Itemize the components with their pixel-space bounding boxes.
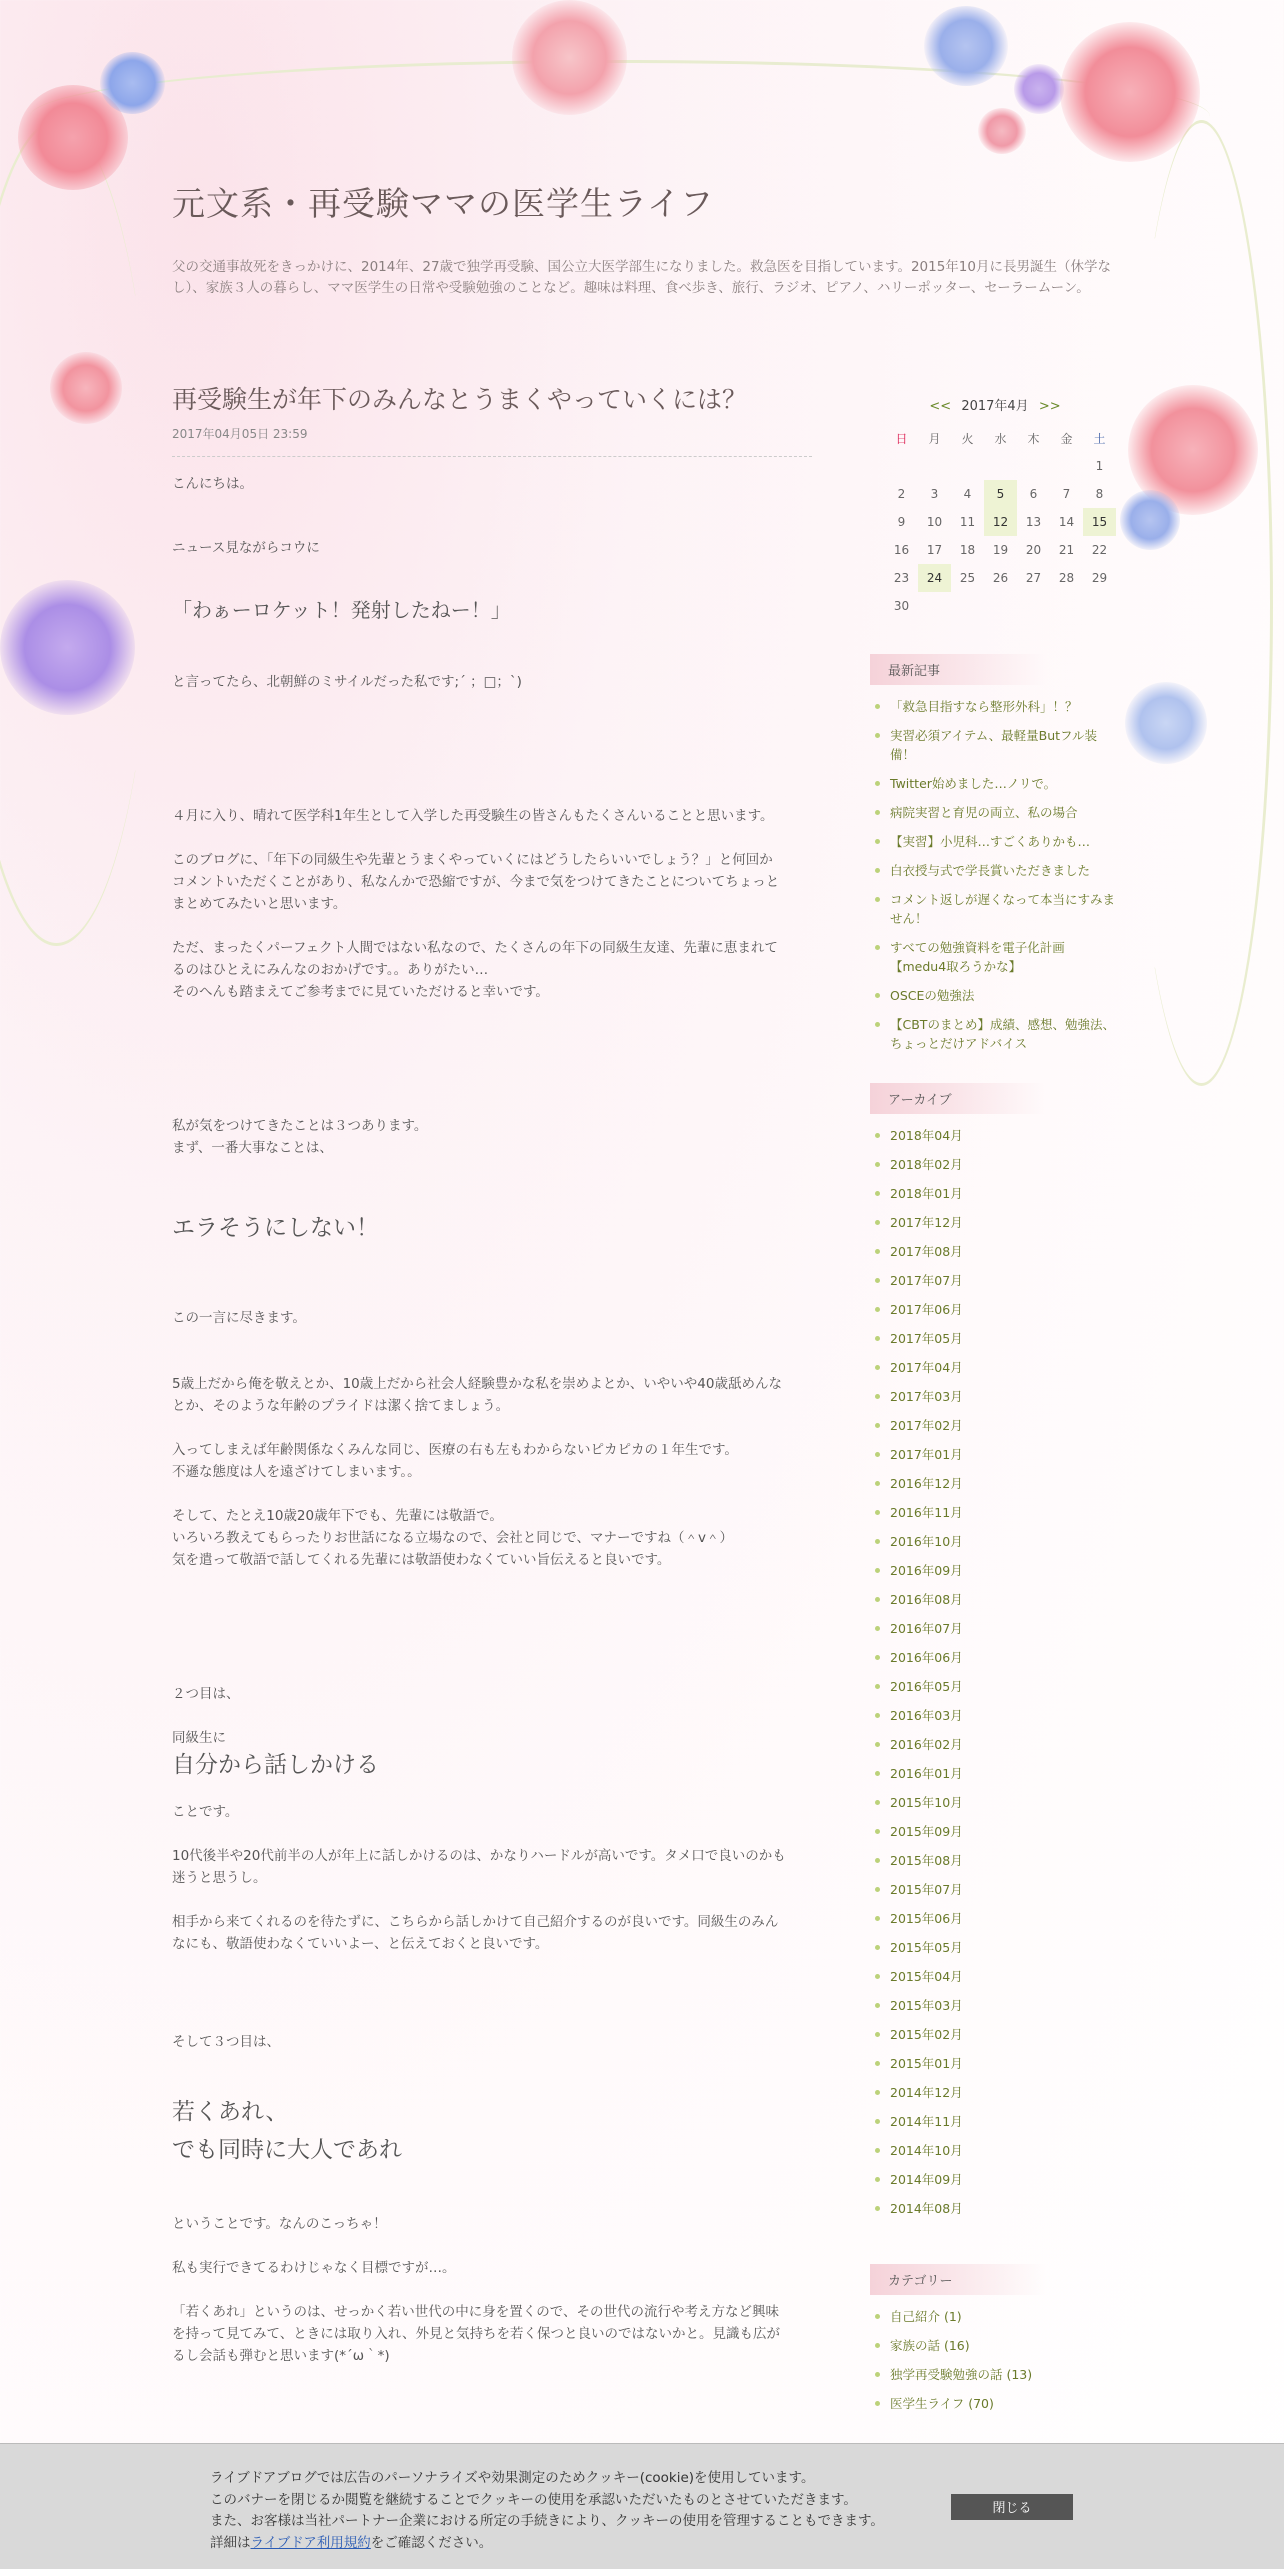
calendar-week xyxy=(885,564,1116,592)
calendar-day xyxy=(1017,452,1050,480)
calendar-day: 10 xyxy=(926,515,943,529)
calendar-day: 19 xyxy=(992,543,1009,557)
calendar-day: 18 xyxy=(959,543,976,557)
calendar-day: 7 xyxy=(1062,487,1071,501)
archive-link[interactable]: 2016年07月 xyxy=(870,1619,1120,1638)
post-paragraph: コメントいただくことがあり、私なんかで恐縮ですが、今まで気をつけてきたことについてちょっと xyxy=(172,874,780,890)
archive-link[interactable]: 2016年12月 xyxy=(870,1474,1120,1493)
archive-link[interactable]: 2014年09月 xyxy=(870,2170,1120,2189)
calendar-day: 9 xyxy=(897,515,906,529)
calendar-day: 21 xyxy=(1058,543,1075,557)
calendar-day: 13 xyxy=(1025,515,1042,529)
archive-link[interactable]: 2017年05月 xyxy=(870,1329,1120,1348)
archive-link[interactable]: 2016年06月 xyxy=(870,1648,1120,1667)
calendar-day: 25 xyxy=(959,571,976,585)
archive-link[interactable]: 2015年07月 xyxy=(870,1880,1120,1899)
calendar-day[interactable]: 5 xyxy=(984,480,1017,508)
calendar-day: 3 xyxy=(930,487,939,501)
calendar-weekday: 土 xyxy=(1093,431,1106,446)
cookie-line: このバナーを閉じるか閲覧を継続することでクッキーの使用を承認いただいたものとさせていただきます。 xyxy=(210,2491,857,2508)
calendar-day xyxy=(984,592,1017,620)
calendar-day xyxy=(918,592,951,620)
calendar-day: 8 xyxy=(1095,487,1104,501)
archive-link[interactable]: 2016年01月 xyxy=(870,1764,1120,1783)
post-paragraph: ことです。 xyxy=(172,1804,239,1820)
calendar-week xyxy=(885,480,1116,508)
calendar-week xyxy=(885,508,1116,536)
calendar-day xyxy=(1050,452,1083,480)
post-paragraph: ４月に入り、晴れて医学科1年生として入学した再受験生の皆さんもたくさんいることと思います。 xyxy=(172,808,774,824)
calendar-day: 20 xyxy=(1025,543,1042,557)
archive-link[interactable]: 2017年07月 xyxy=(870,1271,1120,1290)
calendar-day: 29 xyxy=(1091,571,1108,585)
category-heading: カテゴリー xyxy=(870,2264,1046,2295)
archive-link[interactable]: 2017年04月 xyxy=(870,1358,1120,1377)
calendar-week xyxy=(885,452,1116,480)
calendar-weekday: 月 xyxy=(928,431,941,446)
cookie-line xyxy=(210,2533,884,2555)
archive-link[interactable]: 2016年09月 xyxy=(870,1561,1120,1580)
post-paragraph: そのへんも踏まえてご参考までに見ていただけると幸いです。 xyxy=(172,984,549,1000)
archive-link[interactable]: 2017年01月 xyxy=(870,1445,1120,1464)
blog-title[interactable]: 元文系・再受験ママの医学生ライフ xyxy=(172,184,715,223)
post-paragraph: まとめてみたいと思います。 xyxy=(172,896,347,912)
post-paragraph: こんにちは。 xyxy=(172,476,253,492)
calendar-weekday: 水 xyxy=(994,431,1007,446)
post-paragraph: この一言に尽きます。 xyxy=(172,1310,306,1326)
cookie-text xyxy=(210,2468,884,2554)
archive-link[interactable]: 2018年02月 xyxy=(870,1155,1120,1174)
recent-heading: 最新記事 xyxy=(870,654,1046,685)
archive-link[interactable]: 2015年02月 xyxy=(870,2025,1120,2044)
post-paragraph: なにも、敬語使わなくていいよー、と伝えておくと良いです。 xyxy=(172,1936,549,1952)
archive-link[interactable]: 2014年08月 xyxy=(870,2199,1120,2218)
post-paragraph: ただ、まったくパーフェクト人間ではない私なので、たくさんの年下の同級生友達、先輩に恵まれて xyxy=(172,940,778,956)
archive-list xyxy=(870,1126,1120,2218)
close-button[interactable]: 閉じる xyxy=(951,2494,1073,2520)
sidebar xyxy=(870,395,1120,2423)
calendar-weekday-row xyxy=(885,424,1116,452)
calendar-day: 23 xyxy=(893,571,910,585)
archive-link[interactable]: 2018年04月 xyxy=(870,1126,1120,1145)
recent-article-link[interactable]: 白衣授与式で学長賞いただきました xyxy=(870,861,1120,880)
archive-link[interactable]: 2016年10月 xyxy=(870,1532,1120,1551)
archive-link[interactable]: 2017年12月 xyxy=(870,1213,1120,1232)
calendar-day: 16 xyxy=(893,543,910,557)
post-paragraph: るし会話も弾むと思います(*´ω｀*) xyxy=(172,2348,390,2364)
archive-link[interactable]: 2017年03月 xyxy=(870,1387,1120,1406)
post-title[interactable]: 再受験生が年下のみんなとうまくやっていくには？ xyxy=(172,385,748,414)
category-link[interactable]: 独学再受験勉強の話 (13) xyxy=(870,2365,1120,2384)
post-paragraph: ２つ目は、 xyxy=(172,1686,240,1702)
recent-article-link[interactable]: 「救急目指すなら整形外科」！？ xyxy=(870,697,1120,716)
cookie-line-prefix: 詳細は xyxy=(210,2534,251,2551)
calendar-day[interactable]: 24 xyxy=(918,564,951,592)
cookie-line: また、お客様は当社パートナー企業における所定の手続きにより、クッキーの使用を管理することもできます。 xyxy=(210,2513,884,2529)
calendar-day: 4 xyxy=(963,487,972,501)
recent-article-link[interactable]: 【実習】小児科…すごくありかも… xyxy=(870,832,1120,851)
calendar-day: 26 xyxy=(992,571,1009,585)
recent-list xyxy=(870,697,1120,1053)
post-paragraph: そして、たとえ10歳20歳年下でも、先輩には敬語で。 xyxy=(172,1508,503,1524)
post-paragraph: 同級生に xyxy=(172,1730,226,1746)
archive-link[interactable]: 2015年05月 xyxy=(870,1938,1120,1957)
archive-link[interactable]: 2015年06月 xyxy=(870,1909,1120,1928)
recent-article-link[interactable]: Twitter始めました…ノリで。 xyxy=(870,774,1120,793)
recent-article-link[interactable]: すべての勉強資料を電子化計画【medu4取ろうかな】 xyxy=(870,938,1120,976)
archive-link[interactable]: 2015年04月 xyxy=(870,1967,1120,1986)
calendar-day xyxy=(1050,592,1083,620)
archive-link[interactable]: 2017年06月 xyxy=(870,1300,1120,1319)
post-paragraph: ということです。なんのこっちゃ！ xyxy=(172,2216,387,2232)
calendar-day xyxy=(918,452,951,480)
post-paragraph: とか、そのような年齢のプライドは潔く捨てましょう。 xyxy=(172,1398,510,1414)
calendar xyxy=(885,424,1116,620)
calendar-day[interactable]: 12 xyxy=(984,508,1017,536)
calendar-day: 22 xyxy=(1091,543,1108,557)
archive-link[interactable]: 2017年08月 xyxy=(870,1242,1120,1261)
category-link[interactable]: 医学生ライフ (70) xyxy=(870,2394,1120,2413)
calendar-weekday: 火 xyxy=(961,431,974,446)
archive-link[interactable]: 2015年08月 xyxy=(870,1851,1120,1870)
archive-link[interactable]: 2018年01月 xyxy=(870,1184,1120,1203)
calendar-next-link[interactable]: >> xyxy=(1038,399,1061,414)
post-paragraph: 私も実行できてるわけじゃなく目標ですが…。 xyxy=(172,2260,456,2276)
recent-article-link[interactable]: OSCEの勉強法 xyxy=(870,986,1120,1005)
archive-link[interactable]: 2014年12月 xyxy=(870,2083,1120,2102)
calendar-day: 1 xyxy=(1095,459,1104,473)
calendar-week xyxy=(885,592,1116,620)
blog-header xyxy=(172,178,1112,299)
blog-description: 父の交通事故死をきっかけに、2014年、27歳で独学再受験、国公立大医学部生になりました。救急医を目指しています。2015年10月に長男誕生（休学なし）、家族３人の暮らし、ママ医学生の日常や受験勉強のことなど。趣味は料理、食べ歩き、旅行、ラジオ、ピアノ、ハリーポッター、セーラームーン。 xyxy=(172,259,1111,296)
archive-link[interactable]: 2016年11月 xyxy=(870,1503,1120,1522)
post-heading: エラそうにしない！ xyxy=(172,1215,379,1241)
archive-link[interactable]: 2016年05月 xyxy=(870,1677,1120,1696)
archive-heading: アーカイブ xyxy=(870,1083,1046,1114)
post-body xyxy=(172,473,812,2367)
article xyxy=(172,380,812,2367)
calendar-weekday: 金 xyxy=(1060,431,1073,446)
post-paragraph: まず、一番大事なことは、 xyxy=(172,1140,333,1156)
post-paragraph: そして３つ目は、 xyxy=(172,2034,280,2050)
calendar-weekday: 日 xyxy=(895,431,908,446)
post-paragraph: ニュース見ながらコウに xyxy=(172,540,320,556)
archive-link[interactable]: 2015年09月 xyxy=(870,1822,1120,1841)
calendar-day[interactable]: 15 xyxy=(1083,508,1116,536)
post-heading: 若くあれ、 xyxy=(172,2099,289,2125)
calendar-day: 27 xyxy=(1025,571,1042,585)
archive-link[interactable]: 2016年08月 xyxy=(870,1590,1120,1609)
calendar-day xyxy=(951,592,984,620)
cookie-line-suffix: をご確認ください。 xyxy=(370,2534,493,2551)
cookie-banner xyxy=(0,2443,1284,2569)
calendar-day: 14 xyxy=(1058,515,1075,529)
calendar-day: 6 xyxy=(1029,487,1038,501)
calendar-nav xyxy=(870,395,1120,414)
archive-link[interactable]: 2015年03月 xyxy=(870,1996,1120,2015)
calendar-day: 11 xyxy=(959,515,976,529)
archive-link[interactable]: 2015年01月 xyxy=(870,2054,1120,2073)
post-paragraph: と言ってたら、北朝鮮のミサイルだった私です;´ ；□；`) xyxy=(172,674,522,690)
category-link[interactable]: 家族の話 (16) xyxy=(870,2336,1120,2355)
post-paragraph: るのはひとえにみんなのおかげです。。ありがたい… xyxy=(172,962,489,978)
category-list xyxy=(870,2307,1120,2413)
post-paragraph: 迷うと思うし。 xyxy=(172,1870,267,1886)
post-paragraph: いろいろ教えてもらったりお世話になる立場なので、会社と同じで、マナーですね（＾v＾） xyxy=(172,1530,733,1546)
post-paragraph: 私が気をつけてきたことは３つあります。 xyxy=(172,1118,428,1134)
post-paragraph: 5歳上だから俺を敬えとか、10歳上だから社会人経験豊かな私を崇めよとか、いやいや40歳舐めんな xyxy=(172,1376,782,1392)
post-paragraph: 入ってしまえば年齢関係なくみんな同じ、医療の右も左もわからないピカピカの１年生です。 xyxy=(172,1442,738,1458)
calendar-day: 17 xyxy=(926,543,943,557)
calendar-prev-link[interactable]: << xyxy=(929,399,952,414)
category-link[interactable]: 自己紹介 (1) xyxy=(870,2307,1120,2326)
calendar-day: 30 xyxy=(893,599,910,613)
calendar-day xyxy=(951,452,984,480)
cookie-line: ライブドアブログでは広告のパーソナライズや効果測定のためクッキー(cookie)を使用しています。 xyxy=(210,2470,815,2486)
post-paragraph: 「若くあれ」というのは、せっかく若い世代の中に身を置くので、その世代の流行や考え方など興味 xyxy=(172,2304,779,2320)
terms-link[interactable]: ライブドア利用規約 xyxy=(250,2534,371,2551)
post-paragraph: 10代後半や20代前半の人が年上に話しかけるのは、かなりハードルが高いです。タメ口で良いのかも xyxy=(172,1848,786,1864)
post-paragraph: を持って見てみて、ときには取り入れ、外見と気持ちを若く保つと良いのではないかと。見識も広が xyxy=(172,2326,781,2342)
calendar-day xyxy=(984,452,1017,480)
post-paragraph: 不遜な態度は人を遠ざけてしまいます。。 xyxy=(172,1464,421,1480)
archive-link[interactable]: 2014年10月 xyxy=(870,2141,1120,2160)
archive-link[interactable]: 2014年11月 xyxy=(870,2112,1120,2131)
archive-link[interactable]: 2016年02月 xyxy=(870,1735,1120,1754)
archive-link[interactable]: 2016年03月 xyxy=(870,1706,1120,1725)
post-date: 2017年04月05日 23:59 xyxy=(172,425,812,457)
post-quote: 「わぁーロケット！発射したねー！」 xyxy=(172,598,511,622)
archive-link[interactable]: 2015年10月 xyxy=(870,1793,1120,1812)
post-paragraph: 相手から来てくれるのを待たずに、こちらから話しかけて自己紹介するのが良いです。同級生のみん xyxy=(172,1914,779,1930)
calendar-day xyxy=(1083,592,1116,620)
calendar-weekday: 木 xyxy=(1027,431,1040,446)
recent-article-link[interactable]: 【CBTのまとめ】成績、感想、勉強法、ちょっとだけアドバイス xyxy=(870,1015,1120,1053)
calendar-day: 28 xyxy=(1058,571,1075,585)
calendar-week xyxy=(885,536,1116,564)
recent-article-link[interactable]: コメント返しが遅くなって本当にすみません！ xyxy=(870,890,1120,928)
recent-article-link[interactable]: 病院実習と育児の両立、私の場合 xyxy=(870,803,1120,822)
post-paragraph: このブログに、「年下の同級生や先輩とうまくやっていくにはどうしたらいいでしょう？」と何回か xyxy=(172,852,773,868)
calendar-day: 2 xyxy=(897,487,906,501)
calendar-day xyxy=(885,452,918,480)
calendar-day xyxy=(1017,592,1050,620)
post-heading: でも同時に大人であれ xyxy=(172,2137,402,2163)
archive-link[interactable]: 2017年02月 xyxy=(870,1416,1120,1435)
recent-article-link[interactable]: 実習必須アイテム、最軽量Butフル装備！ xyxy=(870,726,1120,764)
calendar-month: 2017年4月 xyxy=(961,399,1029,414)
post-paragraph: 気を遣って敬語で話してくれる先輩には敬語使わなくていい旨伝えると良いです。 xyxy=(172,1552,671,1568)
post-heading: 自分から話しかける xyxy=(172,1752,379,1778)
